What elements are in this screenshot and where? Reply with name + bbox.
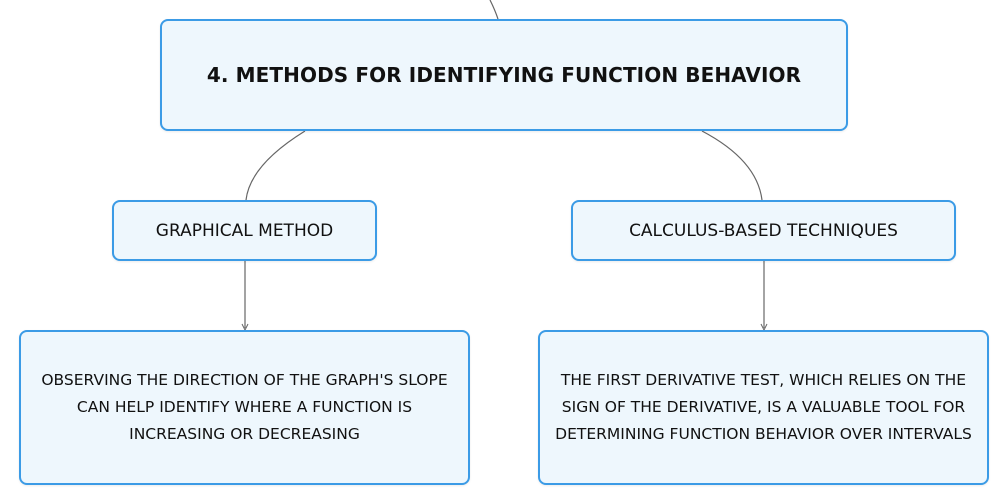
calculus-techniques-detail-text: THE FIRST DERIVATIVE TEST, WHICH RELIES ON THE SIGN OF THE DERIVATIVE, IS A VALUABLE TOOL FOR DETERMINING FUNCTION BEHAVIOR OVER INTERVALS (555, 371, 972, 443)
graphical-method-detail-node[interactable] (19, 330, 470, 485)
calculus-techniques-node[interactable] (571, 200, 956, 261)
connector-root-to-calculus (702, 131, 762, 200)
graphical-method-label: GRAPHICAL METHOD (155, 220, 334, 241)
root-topic-node[interactable] (160, 19, 848, 131)
graphical-method-node[interactable] (112, 200, 377, 261)
calculus-techniques-detail-node[interactable] (538, 330, 989, 485)
incoming-connector (490, 0, 498, 19)
graphical-method-detail-text: OBSERVING THE DIRECTION OF THE GRAPH'S SLOPE CAN HELP IDENTIFY WHERE A FUNCTION IS INCREASING OR DECREASING (41, 371, 448, 443)
calculus-techniques-label: CALCULUS-BASED TECHNIQUES (629, 220, 898, 241)
connector-root-to-graphical (246, 131, 305, 200)
root-topic-label: 4. METHODS FOR IDENTIFYING FUNCTION BEHAVIOR (206, 63, 802, 87)
